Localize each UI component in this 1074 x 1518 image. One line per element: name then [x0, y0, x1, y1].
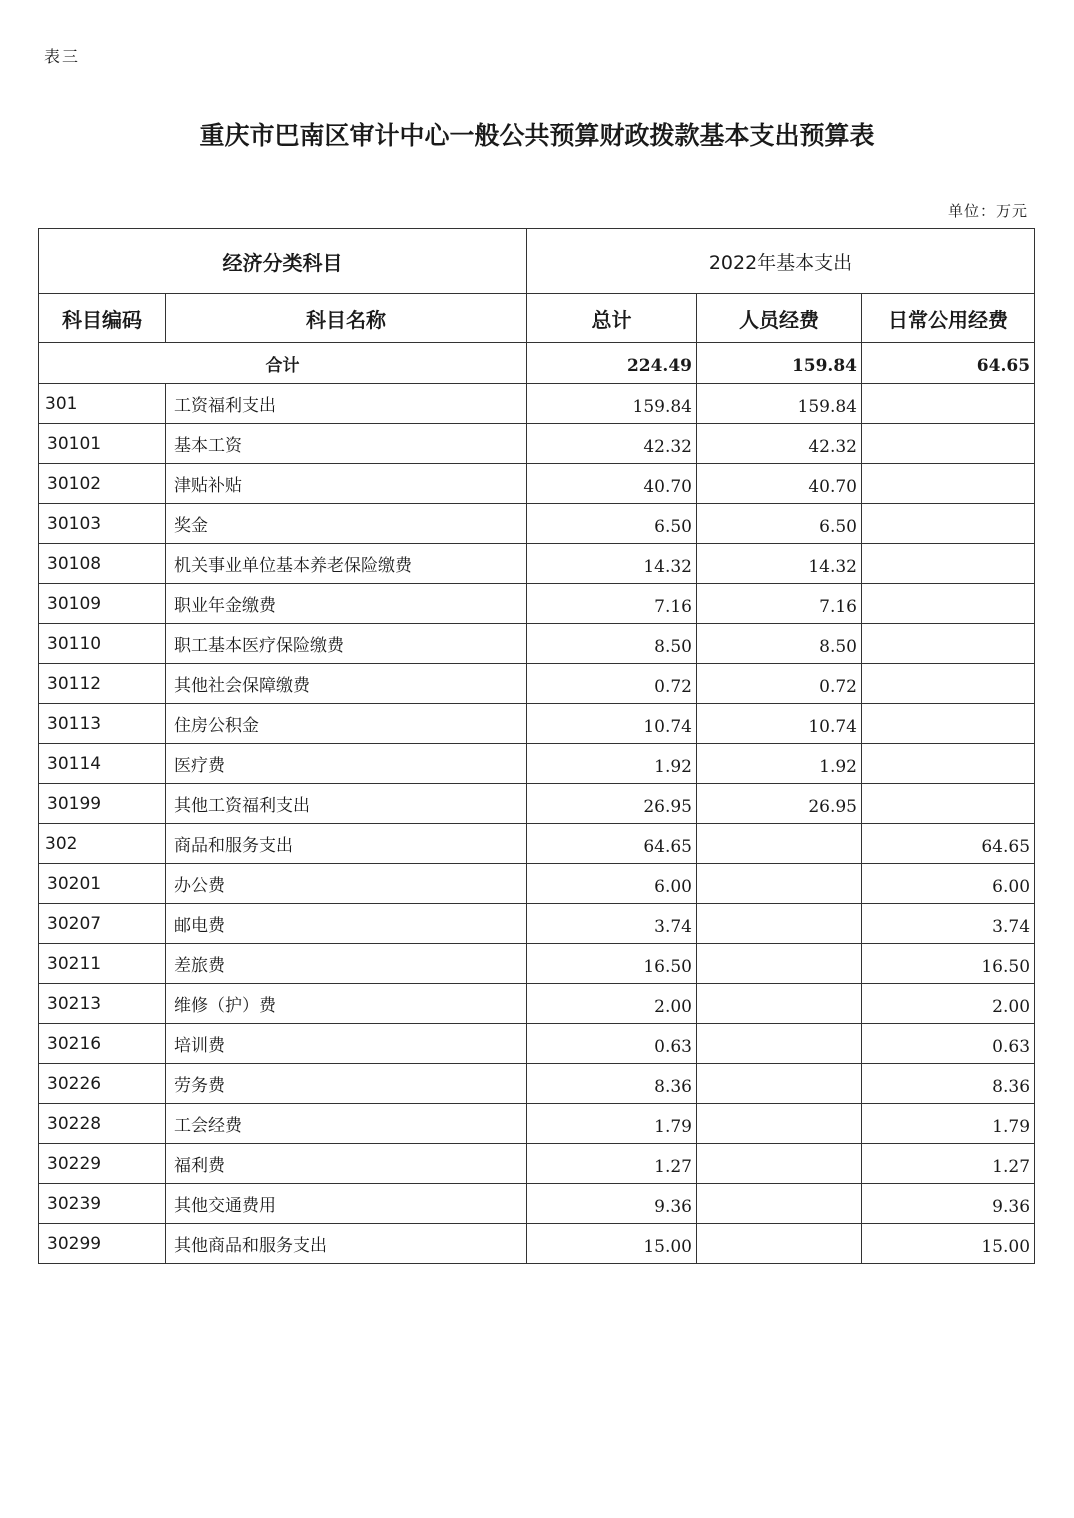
row-code: 30114: [39, 744, 166, 784]
row-total: 15.00: [527, 1224, 697, 1264]
row-public: [862, 584, 1035, 624]
row-name: 工会经费: [166, 1104, 527, 1144]
row-code: 30239: [39, 1184, 166, 1224]
row-public: [862, 424, 1035, 464]
row-code: 30229: [39, 1144, 166, 1184]
row-name: 维修（护）费: [166, 984, 527, 1024]
row-name: 奖金: [166, 504, 527, 544]
row-code: 30201: [39, 864, 166, 904]
row-public: [862, 384, 1035, 424]
table-row: [39, 1104, 1035, 1144]
row-public: 1.79: [862, 1104, 1035, 1144]
row-code: 302: [39, 824, 166, 864]
row-name: 其他交通费用: [166, 1184, 527, 1224]
row-personnel: [697, 1144, 862, 1184]
row-personnel: [697, 1224, 862, 1264]
table-row: [39, 584, 1035, 624]
row-total: 6.50: [527, 504, 697, 544]
row-total: 0.63: [527, 1024, 697, 1064]
row-personnel: 0.72: [697, 664, 862, 704]
table-row: [39, 904, 1035, 944]
row-code: 30101: [39, 424, 166, 464]
row-name: 基本工资: [166, 424, 527, 464]
row-personnel: [697, 864, 862, 904]
row-name: 福利费: [166, 1144, 527, 1184]
header-econ-class: 经济分类科目: [39, 229, 527, 294]
row-total: 6.00: [527, 864, 697, 904]
row-total: 14.32: [527, 544, 697, 584]
header-public: 日常公用经费: [862, 294, 1035, 343]
totals-row: [39, 343, 1035, 384]
row-code: 30102: [39, 464, 166, 504]
row-code: 30207: [39, 904, 166, 944]
row-public: 3.74: [862, 904, 1035, 944]
row-name: 其他商品和服务支出: [166, 1224, 527, 1264]
row-code: 30113: [39, 704, 166, 744]
table-row: [39, 1184, 1035, 1224]
header-personnel: 人员经费: [697, 294, 862, 343]
page-title: 重庆市巴南区审计中心一般公共预算财政拨款基本支出预算表: [199, 121, 875, 150]
table-row: [39, 1064, 1035, 1104]
row-personnel: 26.95: [697, 784, 862, 824]
row-total: 1.92: [527, 744, 697, 784]
header-row-columns: [39, 294, 1035, 343]
row-public: [862, 504, 1035, 544]
table-row: [39, 944, 1035, 984]
row-public: [862, 784, 1035, 824]
row-code: 30299: [39, 1224, 166, 1264]
row-personnel: [697, 1064, 862, 1104]
totals-total: 224.49: [527, 343, 697, 384]
row-personnel: [697, 1024, 862, 1064]
row-name: 医疗费: [166, 744, 527, 784]
row-name: 机关事业单位基本养老保险缴费: [166, 544, 527, 584]
table-row: [39, 864, 1035, 904]
row-public: [862, 544, 1035, 584]
row-public: 15.00: [862, 1224, 1035, 1264]
row-name: 工资福利支出: [166, 384, 527, 424]
table-row: [39, 1144, 1035, 1184]
row-personnel: 10.74: [697, 704, 862, 744]
header-name: 科目名称: [166, 294, 527, 343]
row-personnel: [697, 824, 862, 864]
row-code: 30199: [39, 784, 166, 824]
row-public: 2.00: [862, 984, 1035, 1024]
row-personnel: 14.32: [697, 544, 862, 584]
table-row: [39, 544, 1035, 584]
table-row: [39, 1224, 1035, 1264]
table-row: [39, 824, 1035, 864]
row-name: 邮电费: [166, 904, 527, 944]
row-public: [862, 664, 1035, 704]
row-code: 30216: [39, 1024, 166, 1064]
header-total: 总计: [527, 294, 697, 343]
table-row: [39, 464, 1035, 504]
row-total: 7.16: [527, 584, 697, 624]
row-code: 30112: [39, 664, 166, 704]
row-total: 26.95: [527, 784, 697, 824]
row-total: 8.50: [527, 624, 697, 664]
row-total: 42.32: [527, 424, 697, 464]
row-name: 劳务费: [166, 1064, 527, 1104]
row-personnel: [697, 1104, 862, 1144]
table-label: 表三: [44, 47, 81, 66]
row-personnel: [697, 904, 862, 944]
row-total: 2.00: [527, 984, 697, 1024]
row-total: 8.36: [527, 1064, 697, 1104]
header-row-group: [39, 229, 1035, 294]
row-code: 301: [39, 384, 166, 424]
row-total: 16.50: [527, 944, 697, 984]
table-row: [39, 624, 1035, 664]
row-public: 64.65: [862, 824, 1035, 864]
row-total: 3.74: [527, 904, 697, 944]
row-name: 职业年金缴费: [166, 584, 527, 624]
row-public: [862, 464, 1035, 504]
row-personnel: [697, 1184, 862, 1224]
row-personnel: 8.50: [697, 624, 862, 664]
totals-label: 合计: [39, 343, 527, 384]
row-personnel: [697, 984, 862, 1024]
row-public: 6.00: [862, 864, 1035, 904]
row-public: 0.63: [862, 1024, 1035, 1064]
row-personnel: 42.32: [697, 424, 862, 464]
row-personnel: 40.70: [697, 464, 862, 504]
table-row: [39, 1024, 1035, 1064]
totals-personnel: 159.84: [697, 343, 862, 384]
row-personnel: [697, 944, 862, 984]
row-name: 差旅费: [166, 944, 527, 984]
row-personnel: 159.84: [697, 384, 862, 424]
row-total: 159.84: [527, 384, 697, 424]
row-code: 30110: [39, 624, 166, 664]
row-public: [862, 624, 1035, 664]
row-name: 住房公积金: [166, 704, 527, 744]
row-public: 9.36: [862, 1184, 1035, 1224]
table-row: [39, 984, 1035, 1024]
row-total: 10.74: [527, 704, 697, 744]
row-code: 30226: [39, 1064, 166, 1104]
row-total: 40.70: [527, 464, 697, 504]
table-row: [39, 784, 1035, 824]
row-total: 9.36: [527, 1184, 697, 1224]
row-public: 8.36: [862, 1064, 1035, 1104]
table-row: [39, 384, 1035, 424]
row-public: [862, 744, 1035, 784]
row-personnel: 6.50: [697, 504, 862, 544]
row-code: 30211: [39, 944, 166, 984]
row-code: 30108: [39, 544, 166, 584]
table-row: [39, 664, 1035, 704]
row-total: 1.27: [527, 1144, 697, 1184]
row-total: 64.65: [527, 824, 697, 864]
row-total: 1.79: [527, 1104, 697, 1144]
header-code: 科目编码: [39, 294, 166, 343]
row-name: 其他工资福利支出: [166, 784, 527, 824]
row-name: 办公费: [166, 864, 527, 904]
table-row: [39, 504, 1035, 544]
totals-public: 64.65: [862, 343, 1035, 384]
unit-label: 单位：万元: [947, 202, 1028, 220]
row-name: 培训费: [166, 1024, 527, 1064]
row-personnel: 7.16: [697, 584, 862, 624]
row-code: 30103: [39, 504, 166, 544]
row-total: 0.72: [527, 664, 697, 704]
row-personnel: 1.92: [697, 744, 862, 784]
row-public: 1.27: [862, 1144, 1035, 1184]
row-public: 16.50: [862, 944, 1035, 984]
table-row: [39, 744, 1035, 784]
row-code: 30228: [39, 1104, 166, 1144]
header-year-group: 2022年基本支出: [527, 229, 1035, 294]
row-code: 30213: [39, 984, 166, 1024]
row-name: 其他社会保障缴费: [166, 664, 527, 704]
table-row: [39, 424, 1035, 464]
budget-table: [38, 228, 1035, 1264]
row-code: 30109: [39, 584, 166, 624]
row-name: 职工基本医疗保险缴费: [166, 624, 527, 664]
row-public: [862, 704, 1035, 744]
row-name: 商品和服务支出: [166, 824, 527, 864]
table-row: [39, 704, 1035, 744]
row-name: 津贴补贴: [166, 464, 527, 504]
